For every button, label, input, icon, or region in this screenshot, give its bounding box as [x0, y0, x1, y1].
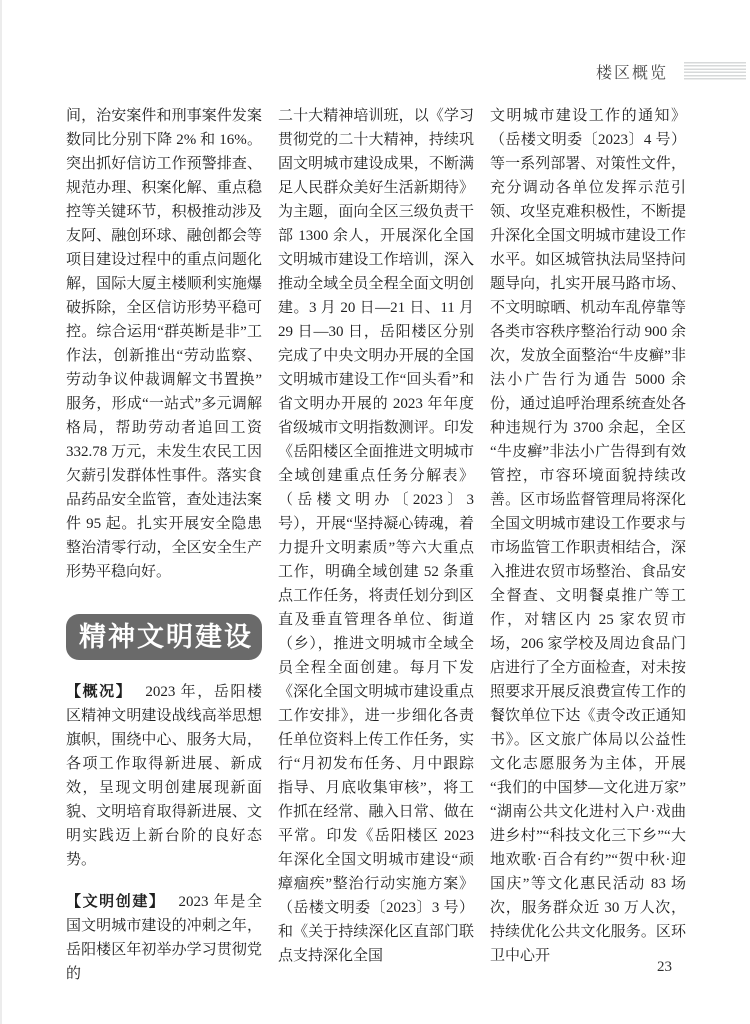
paragraph-overview: [66, 680, 262, 872]
running-head-title: 楼区概览: [595, 65, 668, 82]
paragraph-label-civilization-creation: 【文明创建】: [66, 893, 166, 910]
page-body: [66, 104, 686, 986]
paragraph-column-3: 文明城市建设工作的通知》（岳楼文明委〔2023〕4 号）等一系列部署、对策性文件，充分调动各单位发挥示范引领、攻坚克难积极性，不断提升深化全国文明城市建设工作水平。如区城管执法局坚持问题导向，扎实开展马路市场、不文明晾晒、机动车乱停靠等各类市容秩序整治行动 900 余次，发放全面整治“牛皮癣”非法小广告行为通告 5000 余份，通过追呼治理系统查处各种违规行为 3700 余起，全区“牛皮癣”非法小广告得到有效管控，市容环境面貌持续改善。区市场监督管理局将深化全国文明城市建设工作要求与市场监管工作职责相结合，深入推进农贸市场整治、食品安全督查、文明餐桌推广等工作，对辖区内 25 家农贸市场，206 家学校及周边食品门店进行了全方面检查，对未按照要求开展反浪费宣传工作的餐饮单位下达《责令改正通知书》。区文旅广体局以公益性文化志愿服务为主体，开展“我们的中国梦—文化进万家”“湖南公共文化进村入户·戏曲进乡村”“科技文化三下乡”“大地欢歌·百合有约”“贺中秋·迎国庆”等文化惠民活动 83 场次，服务群众近 30 万人次，持续优化公共文化服务。区环卫中心开: [490, 108, 686, 964]
text-column-1: [66, 104, 262, 986]
text-column-3: [490, 104, 686, 986]
page-header: [596, 60, 746, 83]
section-heading-badge: 精神文明建设: [66, 614, 262, 660]
text-column-2: [278, 104, 474, 986]
paragraph-text-civilization-creation: 2023 年是全国文明城市建设的冲刺之年，岳阳楼区年初举办学习贯彻党的: [66, 894, 262, 982]
paragraph-public-safety-continuation: 间，治安案件和刑事案件发案数同比分别下降 2% 和 16%。突出抓好信访工作预警排查、规范办理、积案化解、重点稳控等关键环节，积极推动涉及友阿、融创环球、融创都会等项目建设过程中的重点问题化解，国际大厦主楼顺利实施爆破拆除，全区信访形势平稳可控。综合运用“群英断是非”工作法，创新推出“劳动监察、劳动争议仲裁调解文书置换”服务，形成“一站式”多元调解格局，帮助劳动者追回工资 332.78 万元，未发生农民工因欠薪引发群体性事件。落实食品药品安全监管，查处违法案件 95 起。扎实开展安全隐患整治清零行动，全区安全生产形势平稳向好。: [66, 108, 262, 580]
page-number: 23: [657, 959, 672, 975]
paragraph-label-overview: 【概况】: [66, 683, 133, 700]
header-rule-lines-decoration: [684, 62, 746, 81]
paragraph-column-2: 二十大精神培训班，以《学习贯彻党的二十大精神，持续巩固文明城市建设成果，不断满足人民群众美好生活新期待》为主题，面向全区三级负责干部 1300 余人，开展深化全国文明城市建设工作培训，深入推动全域全员全程全面文明创建。3 月 20 日—21 日、11 月 29 日—30 日，岳阳楼区分别完成了中央文明办开展的全国文明城市建设工作“回头看”和省文明办开展的 2023 年年度省级城市文明指数测评。印发《岳阳楼区全面推进文明城市全域创建重点任务分解表》（岳楼文明办〔2023〕3 号），开展“坚持凝心铸魂，着力提升文明素质”等六大重点工作，明确全域创建 52 条重点工作任务，将责任划分到区直及垂直管理各单位、街道（乡），推进文明城市全域全员全程全面创建。每月下发《深化全国文明城市建设重点工作安排》，进一步细化各责任单位资料上传工作任务，实行“月初发布任务、月中跟踪指导、月底收集审核”，将工作抓在经常、融入日常、做在平常。印发《岳阳楼区 2023 年深化全国文明城市建设“顽瘴痼疾”整治行动实施方案》（岳楼文明委〔2023〕3 号）和《关于持续深化区直部门联点支持深化全国: [278, 108, 474, 964]
paragraph-civilization-creation: [66, 890, 262, 986]
paragraph-text-overview: 2023 年，岳阳楼区精神文明建设战线高举思想旗帜，围绕中心、服务大局，各项工作取得新进展、新成效，呈现文明创建展现新面貌、文明培育取得新进展、文明实践迈上新台阶的良好态势。: [66, 684, 262, 868]
